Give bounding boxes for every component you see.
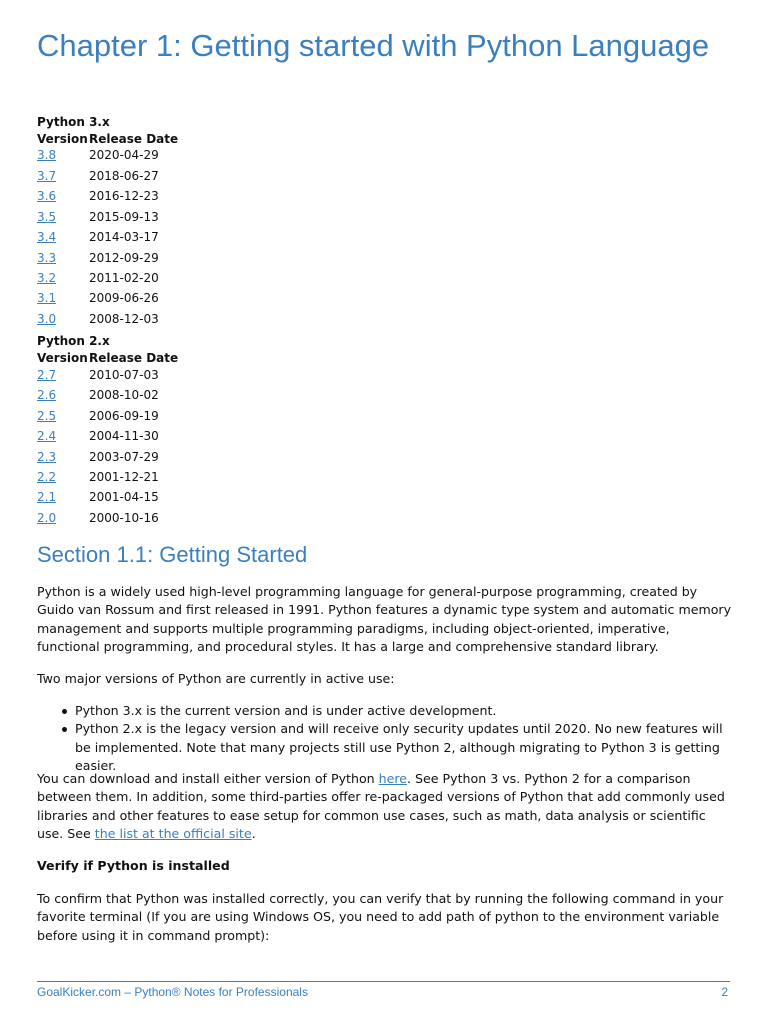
page-number: 2 [721, 985, 728, 999]
release-date: 2008-10-02 [89, 388, 159, 402]
version-link[interactable]: 2.4 [37, 429, 57, 443]
chapter-title: Chapter 1: Getting started with Python Language [37, 28, 710, 63]
release-date: 2016-12-23 [89, 189, 159, 203]
version-link[interactable]: 3.1 [37, 291, 57, 305]
bullet-icon [62, 727, 67, 732]
download-text: . See Python 3 vs. Python 2 for a comparison between them. In addition, some third-parties offer re-packaged versions of Python that add commonly used libraries and other features to ease setup for common use cases, such as math, data analysis or scientific use. See [37, 771, 725, 841]
version-link[interactable]: 3.4 [37, 230, 57, 244]
version-link[interactable]: 2.3 [37, 450, 57, 464]
section-title: Section 1.1: Getting Started [37, 542, 308, 567]
version-link[interactable]: 2.2 [37, 470, 57, 484]
official-site-list-link[interactable]: the list at the official site [94, 825, 252, 841]
bullet-icon [62, 709, 67, 714]
release-date: 2003-07-29 [89, 450, 159, 464]
release-date: 2010-07-03 [89, 368, 159, 382]
footer-text: GoalKicker.com – Python® Notes for Professionals [37, 985, 308, 999]
version-link[interactable]: 2.7 [37, 368, 57, 382]
version-column-header: Version [37, 351, 88, 365]
version-link[interactable]: 2.1 [37, 490, 57, 504]
release-date: 2006-09-19 [89, 409, 159, 423]
download-text: You can download and install either version of Python [37, 771, 379, 786]
release-date: 2020-04-29 [89, 148, 159, 162]
version-column-header: Version [37, 132, 88, 146]
verify-paragraph: To confirm that Python was installed correctly, you can verify that by running the following command in your favorite terminal (If you are using Windows OS, you need to add path of python to the environment variable before using it in command prompt): [37, 891, 724, 943]
footer-divider [37, 981, 730, 982]
release-date: 2009-06-26 [89, 291, 159, 305]
python3-table-title: Python 3.x [37, 115, 110, 129]
release-date: 2012-09-29 [89, 251, 159, 265]
version-link[interactable]: 2.0 [37, 511, 57, 525]
list-item-text: Python 3.x is the current version and is under active development. [75, 703, 497, 718]
version-link[interactable]: 3.7 [37, 169, 57, 183]
release-date: 2001-04-15 [89, 490, 159, 504]
intro-paragraph: Python is a widely used high-level programming language for general-purpose programming, created by Guido van Rossum and first released in 1991. Python features a dynamic type system and automatic memory management and supports multiple programming paradigms, including object-oriented, imperative, functional programming, and procedural styles. It has a large and comprehensive standard library. [37, 584, 732, 654]
version-link[interactable]: 3.0 [37, 312, 57, 326]
version-link[interactable]: 3.5 [37, 210, 57, 224]
release-date: 2014-03-17 [89, 230, 159, 244]
verify-heading: Verify if Python is installed [37, 858, 230, 873]
release-date: 2008-12-03 [89, 312, 159, 326]
version-link[interactable]: 2.6 [37, 388, 57, 402]
download-paragraph [37, 770, 733, 843]
version-link[interactable]: 3.3 [37, 251, 57, 265]
release-date: 2004-11-30 [89, 429, 159, 443]
version-link[interactable]: 3.2 [37, 271, 57, 285]
release-date-column-header: Release Date [89, 132, 179, 146]
version-link[interactable]: 2.5 [37, 409, 57, 423]
release-date: 2015-09-13 [89, 210, 159, 224]
versions-intro-paragraph: Two major versions of Python are currently in active use: [37, 671, 395, 686]
list-item [37, 702, 737, 720]
release-date: 2000-10-16 [89, 511, 159, 525]
here-link[interactable]: here [378, 771, 408, 786]
release-date-column-header: Release Date [89, 351, 179, 365]
versions-bullet-list [37, 702, 737, 775]
release-date: 2001-12-21 [89, 470, 159, 484]
release-date: 2011-02-20 [89, 271, 159, 285]
list-item-text: Python 2.x is the legacy version and will receive only security updates until 2020. No new features will be implemented. Note that many projects still use Python 2, although migrating to Python 3 is getting easier. [75, 721, 723, 773]
release-date: 2018-06-27 [89, 169, 159, 183]
python2-table-title: Python 2.x [37, 334, 110, 348]
version-link[interactable]: 3.8 [37, 148, 57, 162]
version-link[interactable]: 3.6 [37, 189, 57, 203]
list-item [37, 720, 737, 775]
download-text-end: . [251, 825, 256, 841]
